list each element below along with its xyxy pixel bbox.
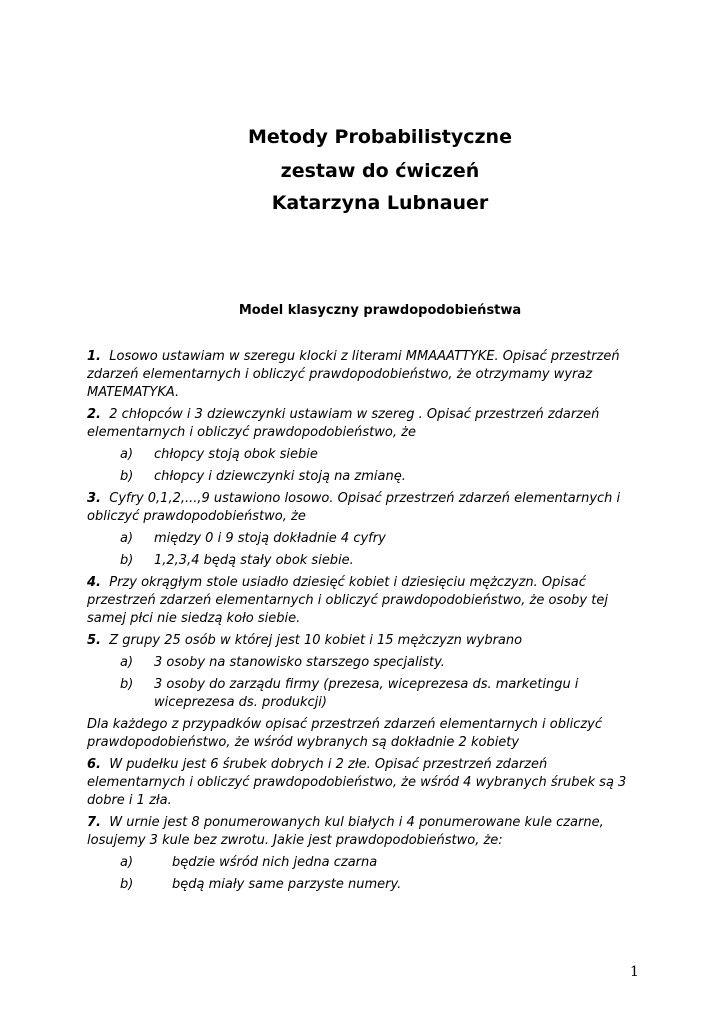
document-title-line-2: zestaw do ćwiczeń [280, 160, 480, 182]
problem-text: 2 chłopców i 3 dziewczynki ustawiam w szereg . Opisać przestrzeń zdarzeń elementarnych i obliczyć prawdopodobieństwo, że [87, 407, 600, 440]
subitem-label: a) [120, 655, 134, 670]
subitem-label: b) [120, 677, 134, 692]
problem-5-note: Dla każdego z przypadków opisać przestrzeń zdarzeń elementarnych i obliczyć prawdopodobieństwo, że wśród wybranych są dokładnie 2 kobiety [87, 717, 603, 750]
subitem-label: a) [120, 531, 134, 546]
subitem-label: b) [120, 469, 134, 484]
problem-1 [87, 348, 647, 402]
problem-number: 6. [87, 757, 101, 772]
subitem [120, 676, 647, 712]
problem-text: W urnie jest 8 ponumerowanych kul białych i 4 ponumerowane kule czarne, losujemy 3 kule bez zwrotu. Jakie jest prawdopodobieństwo, że: [87, 815, 604, 848]
subitem [120, 446, 647, 464]
problem-5 [87, 632, 647, 650]
subitem [120, 468, 647, 486]
problem-number: 7. [87, 815, 101, 830]
subitem-label: a) [120, 447, 134, 462]
subitem-text: chłopcy i dziewczynki stoją na zmianę. [154, 469, 406, 484]
subitem-text: chłopcy stoją obok siebie [154, 447, 318, 462]
problem-text: Losowo ustawiam w szeregu klocki z literami MMAAATTYKE. Opisać przestrzeń zdarzeń elementarnych i obliczyć prawdopodobieństwo, że otrzymamy wyraz MATEMATYKA. [87, 349, 620, 400]
page-number: 1 [630, 964, 639, 980]
problem-number: 5. [87, 633, 101, 648]
problem-6 [87, 756, 647, 810]
problem-text: Z grupy 25 osób w której jest 10 kobiet i 15 mężczyzn wybrano [109, 633, 523, 648]
subitem-label: a) [120, 855, 134, 870]
subitem-label: b) [120, 877, 134, 892]
problem-3 [87, 490, 647, 526]
problem-number: 2. [87, 407, 101, 422]
problem-number: 3. [87, 491, 101, 506]
subitem [120, 654, 647, 672]
problem-number: 1. [87, 349, 101, 364]
document-title-line-1: Metody Probabilistyczne [248, 126, 512, 148]
subitem-text: 1,2,3,4 będą stały obok siebie. [154, 553, 354, 568]
problem-7 [87, 814, 647, 850]
subitem-text: będzie wśród nich jedna czarna [172, 855, 378, 870]
subitem [120, 854, 647, 872]
subitem-label: b) [120, 553, 134, 568]
problem-number: 4. [87, 575, 101, 590]
document-title-line-3: Katarzyna Lubnauer [271, 192, 489, 214]
subitem [120, 530, 647, 548]
problem-4 [87, 574, 647, 628]
problem-text: Przy okrągłym stole usiadło dziesięć kobiet i dziesięciu mężczyzn. Opisać przestrzeń zdarzeń elementarnych i obliczyć prawdopodobieństwo, że osoby tej samej płci nie siedzą koło siebie. [87, 575, 608, 626]
subitem-text: będą miały same parzyste numery. [172, 877, 402, 892]
subitem-text: między 0 i 9 stoją dokładnie 4 cyfry [154, 531, 386, 546]
subitem-text: 3 osoby do zarządu firmy (prezesa, wiceprezesa ds. marketingu i wiceprezesa ds. produkcji) [154, 677, 579, 710]
subitem-text: 3 osoby na stanowisko starszego specjalisty. [154, 655, 445, 670]
subitem [120, 552, 647, 570]
problem-2 [87, 406, 647, 442]
problem-text: W pudełku jest 6 śrubek dobrych i 2 złe. Opisać przestrzeń zdarzeń elementarnych i obliczyć prawdopodobieństwo, że wśród 4 wybranych śrubek są 3 dobre i 1 zła. [87, 757, 627, 808]
problem-text: Cyfry 0,1,2,...,9 ustawiono losowo. Opisać przestrzeń zdarzeń elementarnych i obliczyć prawdopodobieństwo, że [87, 491, 621, 524]
section-title: Model klasyczny prawdopodobieństwa [238, 303, 522, 318]
subitem [120, 876, 647, 894]
problem-list [87, 348, 647, 898]
